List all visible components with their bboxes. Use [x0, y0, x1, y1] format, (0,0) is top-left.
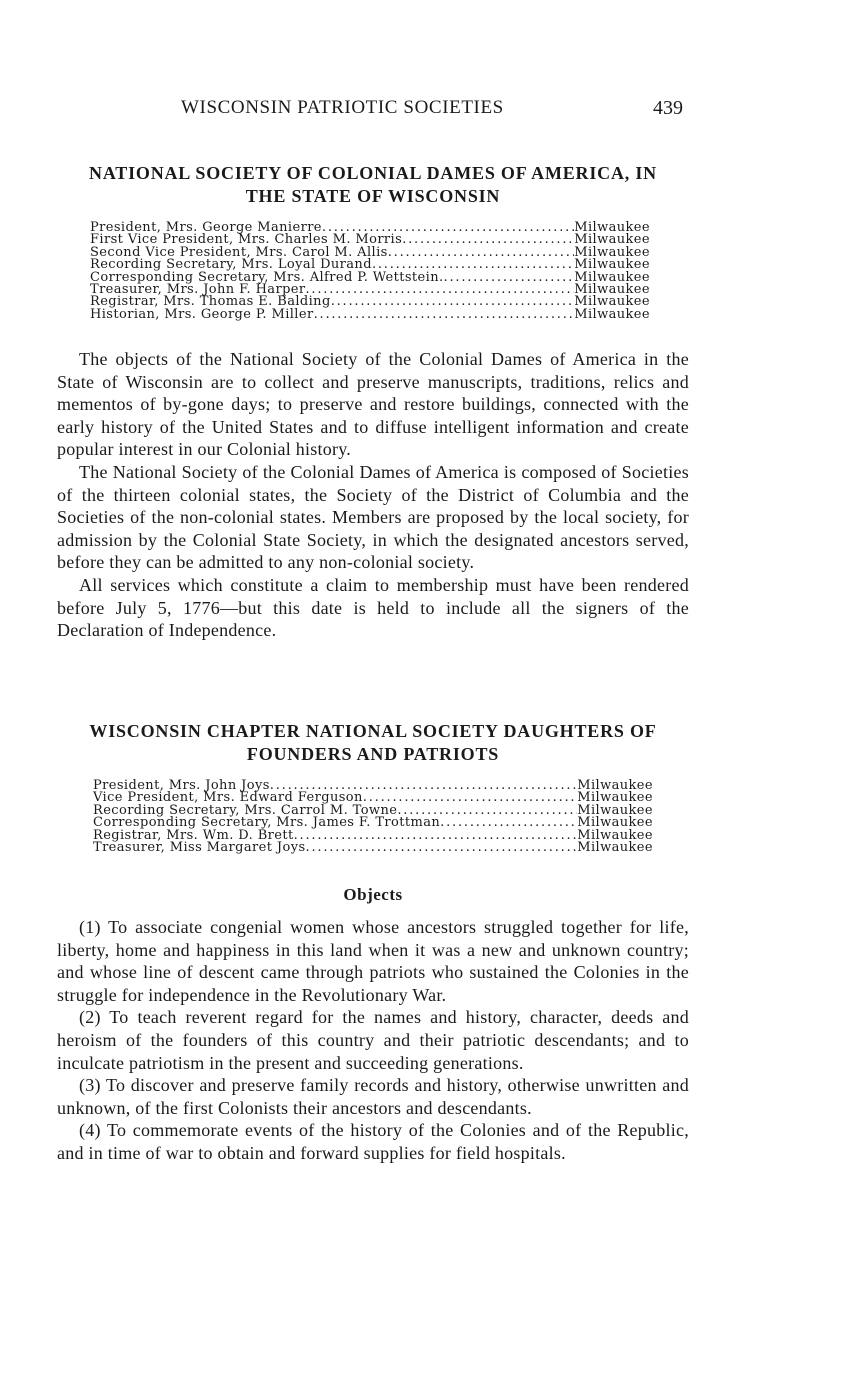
body-paragraph: The National Society of the Colonial Dames of America is composed of Societies of the thirteen colonial states, the Society of the District of Columbia and the Societies of the non-colonial states. Members are proposed by the local society, for admission by the Colonial State Society, in which the designated ancestors served, before they can be admitted to any non-colonial society. [57, 461, 689, 573]
officer-list-daughters-founders [93, 780, 653, 854]
object-item: (3) To discover and preserve family records and history, otherwise unwritten and unknown, of the first Colonists their ancestors and descendants. [57, 1075, 689, 1118]
officer-name: President, Mrs. John Joys [93, 778, 270, 793]
officer-name: Registrar, Mrs. Thomas E. Balding [90, 294, 331, 310]
dot-leader [402, 234, 574, 246]
running-title: WISCONSIN PATRIOTIC SOCIETIES [181, 97, 504, 118]
officer-city: Milwaukee [574, 220, 650, 235]
officer-name: First Vice President, Mrs. Charles M. Morris [90, 232, 403, 248]
officer-list-colonial-dames [90, 222, 650, 321]
officer-city: Milwaukee [577, 802, 653, 818]
body-paragraph: The objects of the National Society of the Colonial Dames of America in the State of Wisconsin are to collect and preserve manuscripts, traditions, relics and mementos of by-gone days; to preserve and restore buildings, connected with the early history of the United States and to diffuse intelligent information and create popular interest in our Colonial history. [57, 349, 689, 460]
section-title-line: THE STATE OF WISCONSIN [245, 186, 501, 206]
dot-leader [314, 309, 575, 321]
object-item: (2) To teach reverent regard for the names and history, character, deeds and heroism of the founders of this country and their patriotic descendants; and to inculcate patriotism in the present and succeeding generations. [57, 1007, 689, 1073]
officer-city: Milwaukee [577, 778, 653, 793]
dot-leader [444, 272, 575, 284]
officer-city: Milwaukee [574, 244, 650, 260]
section-title-line: WISCONSIN CHAPTER NATIONAL SOCIETY DAUGHTERS OF [89, 721, 657, 741]
officer-name: Registrar, Mrs. Wm. D. Brett [93, 827, 294, 843]
officer-row [90, 306, 650, 322]
object-item: (1) To associate congenial women whose ancestors struggled together for life, liberty, home and happiness in this land when it was a new and unknown country; and whose line of descent came through patriots who sustained the Colonies in the struggle for independence in the Revolutionary War. [57, 917, 689, 1005]
dot-leader [440, 817, 577, 829]
object-item: (4) To commemorate events of the history of the Colonies and of the Republic, and in time of war to obtain and forward supplies for field hospitals. [57, 1120, 689, 1163]
objects-list [57, 916, 689, 1165]
objects-heading: Objects [343, 885, 403, 904]
officer-name: Treasurer, Miss Margaret Joys [93, 840, 306, 856]
officer-name: Second Vice President, Mrs. Carol M. Allis [90, 244, 388, 260]
officer-city: Milwaukee [574, 306, 650, 322]
officer-name: President, Mrs. George Manierre [90, 220, 322, 235]
section-title-daughters-founders [57, 720, 689, 766]
dot-leader [294, 830, 578, 842]
section-title-line: NATIONAL SOCIETY OF COLONIAL DAMES OF AMERICA, IN [89, 163, 657, 183]
officer-city: Milwaukee [577, 840, 653, 856]
officer-name: Recording Secretary, Mrs. Carrol M. Towne [93, 802, 398, 818]
section-title-colonial-dames [57, 162, 689, 208]
officer-city: Milwaukee [574, 232, 650, 248]
officer-name: Corresponding Secretary, Mrs. James F. Trottman [93, 815, 441, 831]
officer-city: Milwaukee [577, 827, 653, 843]
officer-name: Historian, Mrs. George P. Miller [90, 306, 314, 322]
officer-city: Milwaukee [574, 282, 650, 298]
officer-row [93, 842, 653, 854]
officer-city: Milwaukee [577, 815, 653, 831]
colonial-dames-body [57, 348, 689, 642]
running-head [57, 97, 689, 125]
officer-city: Milwaukee [577, 790, 653, 806]
officer-name: Corresponding Secretary, Mrs. Alfred P. Wettstein. [90, 269, 444, 285]
officer-city: Milwaukee [574, 269, 650, 285]
officer-city: Milwaukee [574, 294, 650, 310]
body-paragraph: All services which constitute a claim to membership must have been rendered before July 5, 1776—but this date is held to include all the signers of the Declaration of Independence. [57, 574, 689, 641]
officer-city: Milwaukee [574, 257, 650, 273]
dot-leader [306, 284, 575, 296]
section-title-line: FOUNDERS AND PATRIOTS [246, 744, 500, 764]
dot-leader [306, 842, 578, 854]
dot-leader [388, 247, 575, 259]
officer-name: Recording Secretary, Mrs. Loyal Durand [90, 257, 372, 273]
officer-name: Vice President, Mrs. Edward Ferguson [93, 790, 363, 806]
officer-name: Treasurer, Mrs. John F. Harper [90, 282, 306, 298]
dot-leader [331, 296, 575, 308]
page-number: 439 [653, 97, 683, 119]
